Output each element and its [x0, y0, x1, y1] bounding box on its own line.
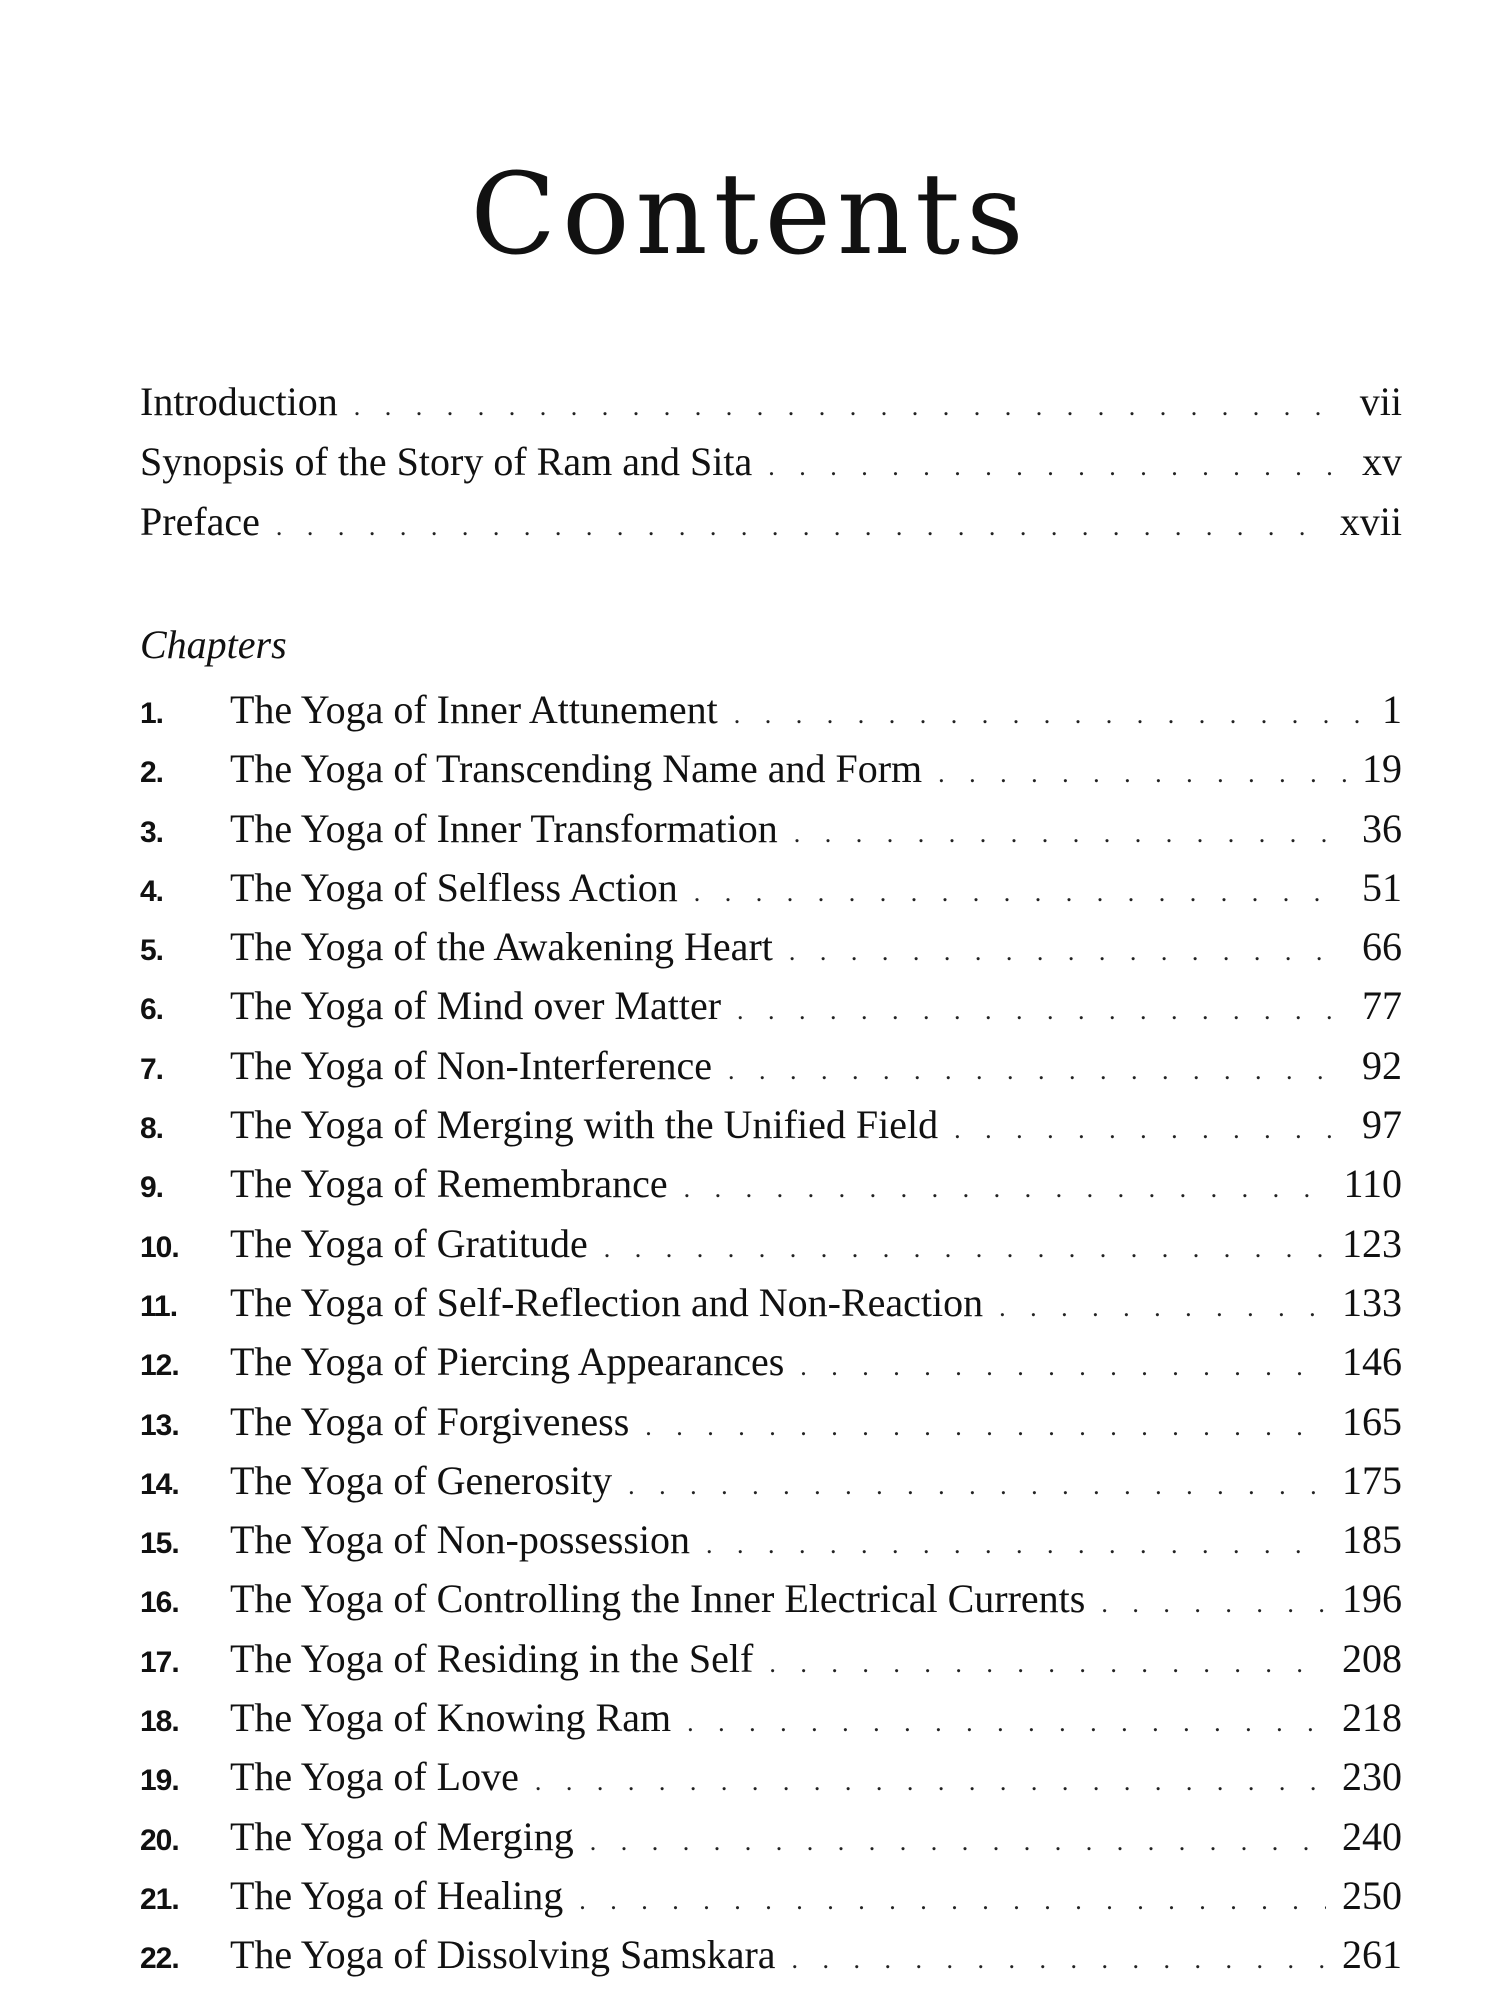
dot-leader: [276, 497, 1324, 557]
chapter-title: The Yoga of Remembrance: [230, 1161, 668, 1207]
chapter-page-number: 1: [1382, 687, 1402, 732]
chapter-number: 11.: [140, 1289, 178, 1323]
chapter-page-number: 165: [1342, 1398, 1402, 1444]
chapter-page-number: 19: [1362, 746, 1402, 792]
toc-entry-introduction: [140, 372, 1402, 432]
page-title: Contents: [470, 150, 1030, 281]
chapter-title: The Yoga of Gratitude: [230, 1220, 588, 1266]
front-matter-list: [140, 372, 1402, 552]
dot-leader: [938, 744, 1346, 803]
chapter-page-number: 110: [1343, 1161, 1402, 1207]
chapter-entry: [140, 1451, 1402, 1510]
chapter-title: The Yoga of Non-possession: [230, 1517, 690, 1563]
dot-leader: [694, 863, 1346, 922]
chapter-entry: [140, 1807, 1402, 1866]
chapter-entry: [140, 1095, 1402, 1154]
chapter-number: 6.: [140, 993, 164, 1027]
chapter-title: The Yoga of Selfless Action: [230, 864, 678, 910]
chapter-number: 16.: [140, 1586, 179, 1620]
chapter-page-number: 66: [1362, 924, 1402, 970]
chapter-number: 7.: [140, 1052, 164, 1086]
chapter-number: 22.: [140, 1942, 179, 1976]
dot-leader: [954, 1100, 1346, 1159]
chapter-number: 15.: [140, 1527, 179, 1561]
dot-leader: [354, 377, 1344, 437]
chapter-page-number: 196: [1342, 1576, 1402, 1622]
entry-title: Introduction: [140, 379, 338, 424]
dot-leader: [728, 1041, 1346, 1100]
chapter-title: The Yoga of Inner Transformation: [230, 805, 778, 851]
dot-leader: [590, 1812, 1326, 1871]
toc-entry-synopsis: [140, 432, 1402, 492]
chapter-number: 18.: [140, 1705, 179, 1739]
chapter-page-number: 77: [1362, 983, 1402, 1029]
chapter-page-number: 261: [1342, 1932, 1402, 1978]
chapter-number: 4.: [140, 874, 164, 908]
chapter-number: 3.: [140, 815, 164, 849]
chapter-number: 20.: [140, 1823, 179, 1857]
entry-page-number: xvii: [1339, 499, 1402, 544]
toc-entry-preface: [140, 492, 1402, 552]
chapter-title: The Yoga of Dissolving Samskara: [230, 1932, 776, 1978]
chapter-entry: [140, 1214, 1402, 1273]
dot-leader: [800, 1337, 1326, 1396]
chapter-number: 21.: [140, 1882, 179, 1916]
dot-leader: [737, 981, 1346, 1040]
dot-leader: [792, 1930, 1326, 1989]
chapter-title: The Yoga of Knowing Ram: [230, 1695, 672, 1741]
chapter-page-number: 208: [1342, 1635, 1402, 1681]
chapter-title: The Yoga of Transcending Name and Form: [230, 746, 923, 792]
dot-leader: [706, 1515, 1326, 1574]
chapter-title: The Yoga of Love: [230, 1754, 519, 1800]
dot-leader: [768, 437, 1346, 497]
chapter-title: The Yoga of Merging with the Unified Field: [230, 1102, 939, 1148]
chapter-entry: [140, 976, 1402, 1035]
chapter-entry: [140, 1332, 1402, 1391]
chapter-entry: [140, 739, 1402, 798]
dot-leader: [604, 1219, 1326, 1278]
chapter-page-number: 185: [1342, 1517, 1402, 1563]
chapter-number: 8.: [140, 1112, 164, 1146]
chapter-page-number: 146: [1342, 1339, 1402, 1385]
chapter-entry: [140, 1510, 1402, 1569]
chapter-entry: [140, 1629, 1402, 1688]
chapter-page-number: 175: [1342, 1457, 1402, 1503]
chapter-number: 9.: [140, 1171, 164, 1205]
chapter-entry: [140, 799, 1402, 858]
chapter-entry: [140, 858, 1402, 917]
chapter-title: The Yoga of Residing in the Self: [230, 1635, 754, 1681]
chapter-number: 10.: [140, 1230, 179, 1264]
chapter-title: The Yoga of Mind over Matter: [230, 983, 722, 1029]
entry-title: Synopsis of the Story of Ram and Sita: [140, 439, 753, 484]
chapter-entry: [140, 1154, 1402, 1213]
chapter-entry: [140, 1925, 1402, 1984]
chapter-page-number: 36: [1362, 805, 1402, 851]
chapters-list: [140, 610, 1402, 1985]
chapter-title: The Yoga of Non-Interference: [230, 1042, 713, 1088]
chapter-title: The Yoga of Generosity: [230, 1457, 613, 1503]
chapter-number: 12.: [140, 1349, 179, 1383]
chapter-entry: [140, 917, 1402, 976]
chapter-entry: [140, 1866, 1402, 1925]
chapter-entry: [140, 1392, 1402, 1451]
chapter-title: The Yoga of Controlling the Inner Electrical Currents: [230, 1576, 1086, 1622]
chapter-number: 17.: [140, 1645, 179, 1679]
chapter-page-number: 51: [1362, 864, 1402, 910]
chapter-number: 13.: [140, 1408, 179, 1442]
dot-leader: [684, 1159, 1328, 1218]
dot-leader: [535, 1752, 1326, 1811]
chapter-title: The Yoga of Forgiveness: [230, 1398, 630, 1444]
dot-leader: [628, 1456, 1326, 1515]
chapter-page-number: 240: [1342, 1813, 1402, 1859]
dot-leader: [999, 1278, 1326, 1337]
entry-page-number: vii: [1359, 379, 1402, 424]
entry-title: Preface: [140, 499, 260, 544]
dot-leader: [1101, 1574, 1326, 1633]
chapter-page-number: 97: [1362, 1102, 1402, 1148]
chapter-number: 14.: [140, 1467, 179, 1501]
chapter-entry: [140, 1569, 1402, 1628]
entry-page-number: xv: [1362, 439, 1402, 484]
chapter-title: The Yoga of the Awakening Heart: [230, 924, 773, 970]
chapters-section-label: Chapters: [140, 622, 287, 667]
chapter-number: 2.: [140, 756, 164, 790]
chapter-entry: [140, 1273, 1402, 1332]
dot-leader: [645, 1397, 1326, 1456]
chapter-page-number: 218: [1342, 1695, 1402, 1741]
dot-leader: [794, 804, 1346, 863]
chapter-title: The Yoga of Healing: [230, 1872, 564, 1918]
chapter-page-number: 230: [1342, 1754, 1402, 1800]
dot-leader: [579, 1871, 1326, 1930]
chapter-page-number: 123: [1342, 1220, 1402, 1266]
chapter-number: 1.: [140, 697, 164, 730]
chapter-number: 5.: [140, 934, 164, 968]
chapter-title: The Yoga of Merging: [230, 1813, 574, 1859]
chapter-title: The Yoga of Piercing Appearances: [230, 1339, 785, 1385]
chapter-page-number: 133: [1342, 1279, 1402, 1325]
chapter-page-number: 250: [1342, 1872, 1402, 1918]
dot-leader: [734, 685, 1366, 744]
chapter-number: 19.: [140, 1764, 179, 1798]
dot-leader: [769, 1634, 1326, 1693]
dot-leader: [687, 1693, 1326, 1752]
dot-leader: [789, 922, 1346, 981]
chapter-entry: [140, 1688, 1402, 1747]
chapter-page-number: 92: [1362, 1042, 1402, 1088]
chapter-entry: [140, 680, 1402, 739]
chapter-entry: [140, 1747, 1402, 1806]
chapter-entry: [140, 1036, 1402, 1095]
chapter-title: The Yoga of Self-Reflection and Non-Reaction: [230, 1279, 984, 1325]
chapter-title: The Yoga of Inner Attunement: [230, 687, 718, 732]
